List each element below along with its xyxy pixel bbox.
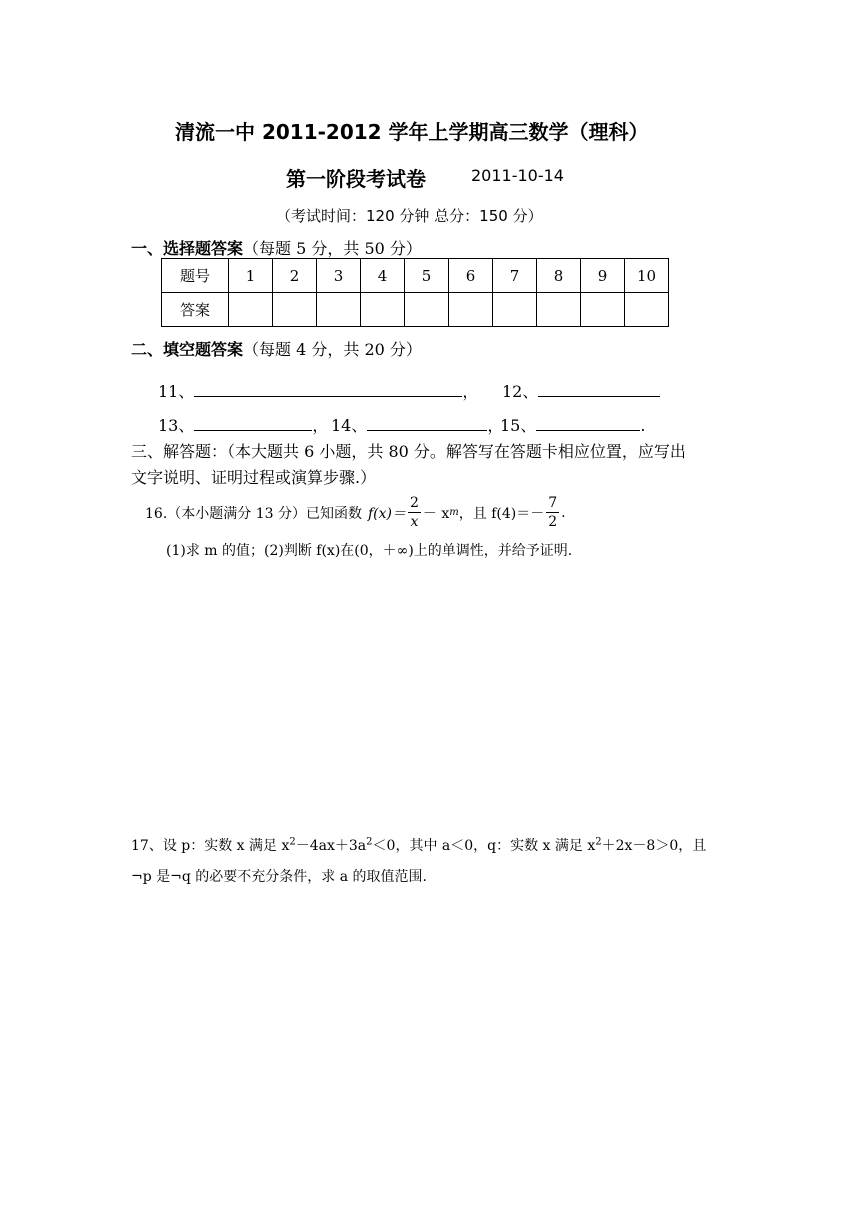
q13-comma: ， (312, 416, 329, 435)
q14-label: 14、 (331, 416, 368, 435)
answer-cell[interactable] (493, 293, 537, 327)
exam-subtitle: 第一阶段考试卷 (286, 167, 426, 191)
q11-label: 11、 (158, 382, 195, 401)
table-cell: 6 (449, 259, 493, 293)
exam-date: 2011-10-14 (471, 166, 564, 185)
table-header-cell: 题号 (162, 259, 229, 293)
q16-frac-num: 2 (410, 495, 419, 511)
page-title: 清流一中 2011-2012 学年上学期高三数学（理科） (175, 120, 649, 144)
q17-sup-a: 2 (289, 836, 296, 848)
answer-cell[interactable] (361, 293, 405, 327)
q16-line2: (1)求 m 的值；(2)判断 f(x)在(0，＋∞)上的单调性，并给予证明. (166, 543, 573, 559)
table-cell: 3 (317, 259, 361, 293)
section3-line1: 三、解答题：（本大题共 6 小题，共 80 分。解答写在答题卡相应位置，应写出 (131, 442, 686, 461)
table-cell: 2 (273, 259, 317, 293)
section3-line2: 文字说明、证明过程或演算步骤.） (131, 468, 377, 487)
answer-cell[interactable] (317, 293, 361, 327)
q13-label: 13、 (158, 416, 195, 435)
q17-sup-b: 2 (366, 836, 373, 848)
table-row (162, 293, 669, 327)
section2-title: 二、填空题答案 (131, 340, 244, 359)
answer-cell[interactable] (405, 293, 449, 327)
q14-comma: ， (487, 416, 504, 435)
answer-cell[interactable] (537, 293, 581, 327)
q17-line1 (131, 835, 706, 855)
q14-blank[interactable] (367, 416, 487, 431)
q12-blank[interactable] (538, 382, 660, 397)
section2-heading (131, 337, 422, 360)
q17-part-a: 17、设 p：实数 x 满足 x (131, 838, 290, 854)
q16-fraction (408, 494, 421, 531)
section1-note: （每题 5 分，共 50 分） (243, 239, 422, 258)
q13-blank[interactable] (194, 416, 312, 431)
q16-minus-x: － x (422, 505, 450, 522)
fill-row-2c (500, 413, 645, 436)
q15-period: . (640, 416, 646, 435)
q15-blank[interactable] (536, 416, 640, 431)
answer-cell[interactable] (581, 293, 625, 327)
q16-intro: 16.（本小题满分 13 分）已知函数 (145, 505, 362, 522)
q12-label: 12、 (502, 382, 539, 401)
fill-row-1 (158, 379, 478, 402)
exam-info: （考试时间：120 分钟 总分：150 分） (276, 207, 543, 225)
q15-label: 15、 (500, 416, 537, 435)
q16-fraction2 (546, 494, 559, 531)
table-header-cell: 答案 (162, 293, 229, 327)
q16-frac2-num: 7 (548, 495, 558, 511)
answer-cell[interactable] (449, 293, 493, 327)
table-cell: 9 (581, 259, 625, 293)
answer-table (161, 258, 669, 327)
table-row (162, 259, 669, 293)
q16-frac2-den: 2 (548, 514, 558, 530)
answer-cell[interactable] (273, 293, 317, 327)
q16-exp: m (449, 507, 459, 518)
section2-note: （每题 4 分，共 20 分） (243, 340, 422, 359)
q17-part-c: ＜0，其中 a＜0，q：实数 x 满足 x (372, 838, 596, 854)
q16-end: . (561, 504, 566, 521)
table-cell: 10 (625, 259, 669, 293)
table-cell: 5 (405, 259, 449, 293)
q16-frac-den: x (410, 514, 419, 530)
q16-mid: ，且 f(4)＝－ (458, 505, 545, 522)
section1-title: 一、选择题答案 (131, 239, 244, 258)
table-cell: 7 (493, 259, 537, 293)
table-cell: 1 (229, 259, 273, 293)
fill-row-1b (502, 379, 660, 402)
answer-cell[interactable] (625, 293, 669, 327)
section1-heading (131, 236, 422, 259)
fill-row-2b (331, 413, 503, 436)
q17-part-d: ＋2x－8＞0，且 (601, 838, 707, 854)
q11-comma: ， (462, 382, 479, 401)
q17-part-b: －4ax＋3a (295, 838, 367, 854)
q17-sup-c: 2 (595, 836, 602, 848)
table-cell: 8 (537, 259, 581, 293)
q17-line2: ¬p 是¬q 的必要不充分条件，求 a 的取值范围. (131, 869, 427, 885)
q16-line1 (145, 494, 566, 531)
table-cell: 4 (361, 259, 405, 293)
q16-fx: f(x)＝ (367, 505, 406, 522)
q11-blank[interactable] (194, 382, 462, 397)
answer-cell[interactable] (229, 293, 273, 327)
fill-row-2 (158, 413, 328, 436)
